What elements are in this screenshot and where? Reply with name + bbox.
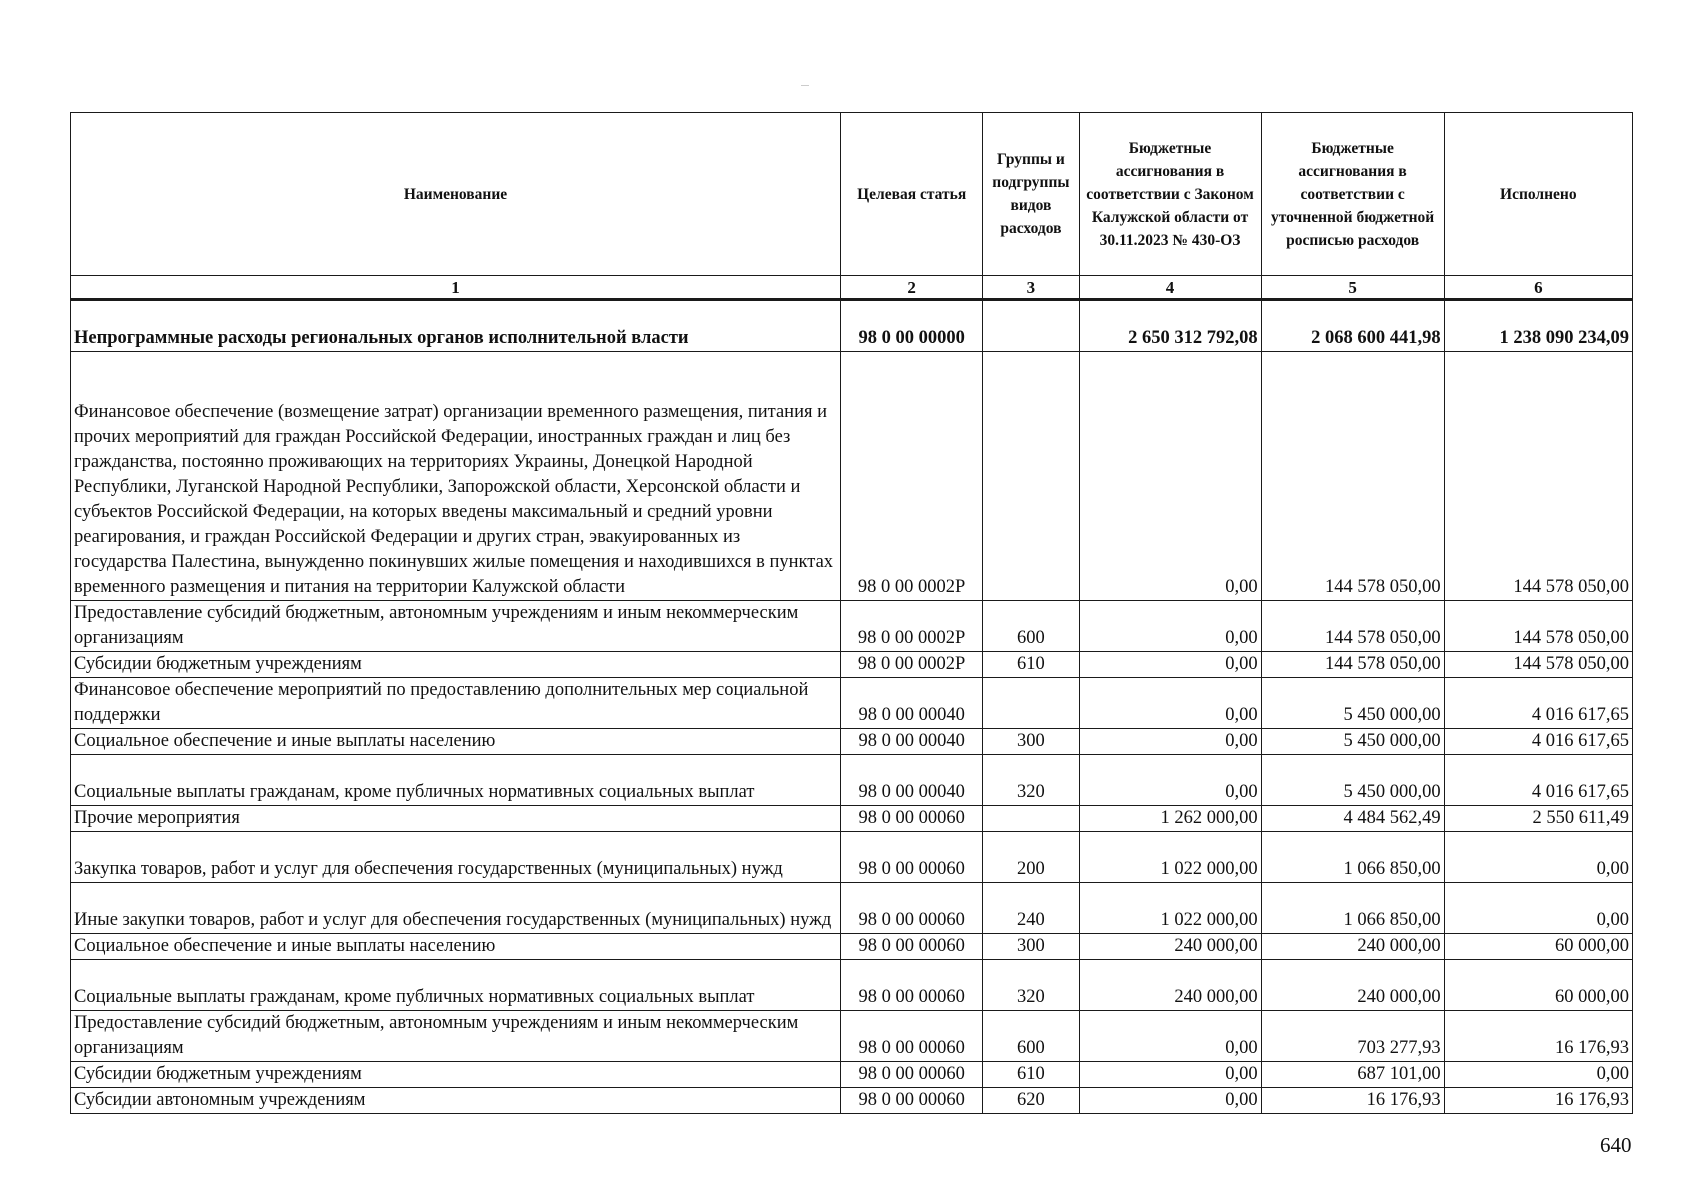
row-law: 0,00 (1079, 652, 1261, 678)
row-group: 320 (983, 755, 1079, 806)
row-executed: 16 176,93 (1444, 1011, 1632, 1062)
row-revised: 144 578 050,00 (1261, 352, 1444, 601)
row-name: Субсидии автономным учреждениям (71, 1088, 841, 1114)
row-code: 98 0 00 00060 (841, 806, 983, 832)
row-executed: 60 000,00 (1444, 934, 1632, 960)
row-executed: 0,00 (1444, 883, 1632, 934)
row-executed: 144 578 050,00 (1444, 601, 1632, 652)
row-name: Финансовое обеспечение мероприятий по предоставлению дополнительных мер социальной поддержки (71, 678, 841, 729)
row-law: 0,00 (1079, 1062, 1261, 1088)
row-name: Субсидии бюджетным учреждениям (71, 1062, 841, 1088)
row-group (983, 352, 1079, 601)
row-executed: 4 016 617,65 (1444, 755, 1632, 806)
row-law: 0,00 (1079, 678, 1261, 729)
budget-table (70, 112, 1633, 1114)
row-executed: 16 176,93 (1444, 1088, 1632, 1114)
row-law: 2 650 312 792,08 (1079, 300, 1261, 352)
row-group: 600 (983, 1011, 1079, 1062)
row-group (983, 806, 1079, 832)
row-revised: 16 176,93 (1261, 1088, 1444, 1114)
row-code: 98 0 00 00060 (841, 832, 983, 883)
row-group: 610 (983, 1062, 1079, 1088)
header-target-article: Целевая статья (841, 113, 983, 276)
table-row (71, 678, 1633, 729)
row-revised: 240 000,00 (1261, 960, 1444, 1011)
row-group: 610 (983, 652, 1079, 678)
row-name: Социальное обеспечение и иные выплаты населению (71, 729, 841, 755)
row-group: 300 (983, 934, 1079, 960)
header-expense-groups: Группы и подгруппы видов расходов (983, 113, 1079, 276)
row-executed: 0,00 (1444, 1062, 1632, 1088)
page-number: 640 (1600, 1133, 1632, 1157)
row-law: 0,00 (1079, 1088, 1261, 1114)
row-revised: 1 066 850,00 (1261, 832, 1444, 883)
table-row (71, 755, 1633, 806)
row-name: Прочие мероприятия (71, 806, 841, 832)
table-row (71, 934, 1633, 960)
row-group (983, 300, 1079, 352)
row-group: 240 (983, 883, 1079, 934)
row-group: 200 (983, 832, 1079, 883)
row-code: 98 0 00 00040 (841, 755, 983, 806)
row-group: 620 (983, 1088, 1079, 1114)
row-name: Социальное обеспечение и иные выплаты населению (71, 934, 841, 960)
row-revised: 703 277,93 (1261, 1011, 1444, 1062)
column-number-row (71, 276, 1633, 300)
row-law: 1 022 000,00 (1079, 832, 1261, 883)
row-name: Предоставление субсидий бюджетным, автономным учреждениям и иным некоммерческим организациям (71, 601, 841, 652)
table-row (71, 652, 1633, 678)
table-row (71, 1011, 1633, 1062)
row-revised: 144 578 050,00 (1261, 652, 1444, 678)
column-number: 1 (71, 276, 841, 300)
row-executed: 144 578 050,00 (1444, 652, 1632, 678)
table-row (71, 300, 1633, 352)
column-number: 6 (1444, 276, 1632, 300)
row-code: 98 0 00 0002Р (841, 601, 983, 652)
row-name: Социальные выплаты гражданам, кроме публичных нормативных социальных выплат (71, 755, 841, 806)
row-name: Предоставление субсидий бюджетным, автономным учреждениям и иным некоммерческим организациям (71, 1011, 841, 1062)
row-executed: 1 238 090 234,09 (1444, 300, 1632, 352)
header-name: Наименование (71, 113, 841, 276)
row-law: 0,00 (1079, 755, 1261, 806)
row-name: Иные закупки товаров, работ и услуг для обеспечения государственных (муниципальных) нужд (71, 883, 841, 934)
row-name: Социальные выплаты гражданам, кроме публичных нормативных социальных выплат (71, 960, 841, 1011)
table-header-row (71, 113, 1633, 276)
column-number: 2 (841, 276, 983, 300)
row-group: 320 (983, 960, 1079, 1011)
row-code: 98 0 00 0002Р (841, 652, 983, 678)
row-executed: 4 016 617,65 (1444, 678, 1632, 729)
row-revised: 240 000,00 (1261, 934, 1444, 960)
row-code: 98 0 00 00060 (841, 934, 983, 960)
row-executed: 60 000,00 (1444, 960, 1632, 1011)
row-code: 98 0 00 00040 (841, 678, 983, 729)
row-code: 98 0 00 00060 (841, 1011, 983, 1062)
table-row (71, 832, 1633, 883)
row-law: 1 022 000,00 (1079, 883, 1261, 934)
column-number: 3 (983, 276, 1079, 300)
table-row (71, 729, 1633, 755)
row-revised: 687 101,00 (1261, 1062, 1444, 1088)
row-group: 300 (983, 729, 1079, 755)
table-row (71, 883, 1633, 934)
row-law: 0,00 (1079, 352, 1261, 601)
row-executed: 4 016 617,65 (1444, 729, 1632, 755)
row-code: 98 0 00 00060 (841, 1088, 983, 1114)
header-revised-allocations: Бюджетные ассигнования в соответствии с уточненной бюджетной росписью расходов (1261, 113, 1444, 276)
table-row (71, 806, 1633, 832)
row-revised: 4 484 562,49 (1261, 806, 1444, 832)
row-revised: 5 450 000,00 (1261, 755, 1444, 806)
row-revised: 2 068 600 441,98 (1261, 300, 1444, 352)
row-code: 98 0 00 0002Р (841, 352, 983, 601)
row-code: 98 0 00 00060 (841, 1062, 983, 1088)
row-name: Закупка товаров, работ и услуг для обеспечения государственных (муниципальных) нужд (71, 832, 841, 883)
row-law: 240 000,00 (1079, 960, 1261, 1011)
row-name: Непрограммные расходы региональных органов исполнительной власти (71, 300, 841, 352)
row-code: 98 0 00 00060 (841, 960, 983, 1011)
table-row (71, 1062, 1633, 1088)
row-revised: 5 450 000,00 (1261, 678, 1444, 729)
row-law: 0,00 (1079, 729, 1261, 755)
table-row (71, 960, 1633, 1011)
row-group: 600 (983, 601, 1079, 652)
row-revised: 144 578 050,00 (1261, 601, 1444, 652)
row-group (983, 678, 1079, 729)
header-executed: Исполнено (1444, 113, 1632, 276)
row-law: 0,00 (1079, 601, 1261, 652)
row-code: 98 0 00 00060 (841, 883, 983, 934)
table-row (71, 352, 1633, 601)
row-law: 240 000,00 (1079, 934, 1261, 960)
row-code: 98 0 00 00000 (841, 300, 983, 352)
table-row (71, 1088, 1633, 1114)
row-code: 98 0 00 00040 (841, 729, 983, 755)
row-name: Субсидии бюджетным учреждениям (71, 652, 841, 678)
row-executed: 144 578 050,00 (1444, 352, 1632, 601)
column-number: 4 (1079, 276, 1261, 300)
column-number: 5 (1261, 276, 1444, 300)
header-law-allocations: Бюджетные ассигнования в соответствии с Законом Калужской области от 30.11.2023 № 430-ОЗ (1079, 113, 1261, 276)
row-executed: 2 550 611,49 (1444, 806, 1632, 832)
row-law: 1 262 000,00 (1079, 806, 1261, 832)
table-row (71, 601, 1633, 652)
row-executed: 0,00 (1444, 832, 1632, 883)
scan-mark (801, 85, 809, 86)
row-name: Финансовое обеспечение (возмещение затрат) организации временного размещения, питания и прочих мероприятий для граждан Российской Федерации, иностранных граждан и лиц без гражданства, постоянно проживающих на территориях Украины, Донецкой Народной Республики, Луганской Народной Республики, Запорожской области, Херсонской области и субъектов Российской Федерации, на которых введены максимальный и средний уровни реагирования, и граждан Российской Федерации и других стран, эвакуированных из государства Палестина, вынужденно покинувших жилые помещения и находившихся в пунктах временного размещения и питания на территории Калужской области (71, 352, 841, 601)
row-revised: 5 450 000,00 (1261, 729, 1444, 755)
row-revised: 1 066 850,00 (1261, 883, 1444, 934)
row-law: 0,00 (1079, 1011, 1261, 1062)
